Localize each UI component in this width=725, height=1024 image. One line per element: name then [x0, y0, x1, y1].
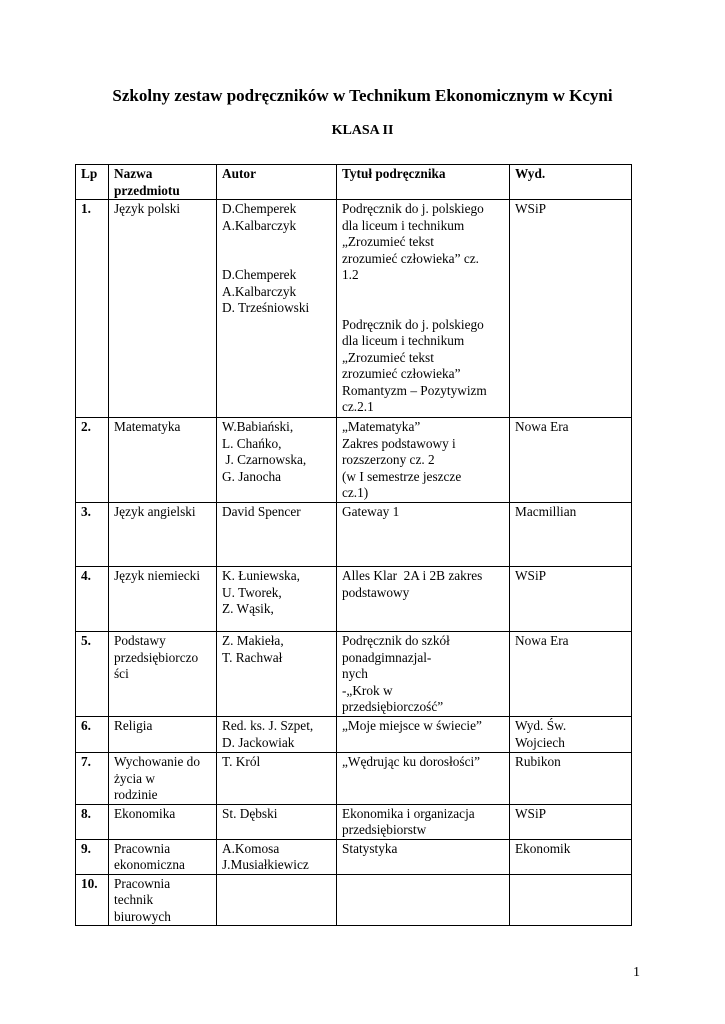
row-author — [217, 804, 337, 839]
title-line: „Matematyka” — [342, 419, 421, 434]
title-line: nych — [342, 666, 368, 681]
subject-line: rodzinie — [114, 787, 158, 802]
row-lp: 3. — [76, 503, 109, 567]
publisher-line: Nowa Era — [515, 633, 569, 648]
row-subject — [109, 503, 217, 567]
author-line: J.Musiałkiewicz — [222, 857, 309, 872]
header-subject — [109, 165, 217, 200]
row-lp: 8. — [76, 804, 109, 839]
author-line: A.Kalbarczyk — [222, 283, 297, 299]
table-row — [76, 632, 632, 717]
title-line: dla liceum i technikum — [342, 217, 465, 233]
row-subject — [109, 804, 217, 839]
title-line: 1.2 — [342, 267, 359, 282]
title-line: „Wędrując ku dorosłości” — [342, 754, 481, 769]
subject-line: ekonomiczna — [114, 857, 185, 872]
author-line: K. Łuniewska, — [222, 568, 300, 583]
row-book-title — [337, 503, 510, 567]
author-line: T. Rachwał — [222, 649, 283, 665]
header-author: Autor — [217, 165, 337, 200]
row-lp: 10. — [76, 874, 109, 926]
table-row — [76, 804, 632, 839]
subject-line: życia w — [114, 770, 155, 786]
title-line: Ekonomika i organizacja — [342, 805, 475, 821]
row-book-title — [337, 717, 510, 753]
title-line: Zakres podstawowy i — [342, 435, 456, 451]
row-author — [217, 567, 337, 632]
subject-line: technik — [114, 892, 154, 907]
subject-line: Pracownia — [114, 840, 171, 856]
subject-line: Religia — [114, 718, 153, 733]
author-line: St. Dębski — [222, 805, 278, 821]
table-row — [76, 753, 632, 805]
title-line: (w I semestrze jeszcze — [342, 468, 462, 484]
title-line: Romantyzm – Pozytywizm — [342, 382, 487, 398]
row-author — [217, 753, 337, 805]
author-line: D.Chemperek — [222, 267, 297, 282]
row-publisher — [510, 804, 632, 839]
author-line: D. Trześniowski — [222, 300, 310, 315]
author-line: D.Chemperek — [222, 201, 297, 216]
row-publisher — [510, 503, 632, 567]
title-line: „Zrozumieć tekst — [342, 234, 434, 249]
publisher-line: Nowa Era — [515, 419, 569, 434]
page-number: 1 — [633, 965, 640, 980]
row-author — [217, 874, 337, 926]
table-row — [76, 567, 632, 632]
subject-line: Język niemiecki — [114, 568, 201, 583]
subject-line: Podstawy — [114, 633, 166, 648]
author-line: D. Jackowiak — [222, 734, 295, 750]
row-subject — [109, 418, 217, 503]
publisher-line: WSiP — [515, 805, 547, 821]
publisher-line: Wojciech — [515, 734, 565, 750]
table-row — [76, 874, 632, 926]
subject-line: ści — [114, 666, 129, 681]
title-line: ponadgimnazjal- — [342, 649, 432, 665]
author-line: A.Komosa — [222, 840, 280, 856]
title-line: -„Krok w — [342, 682, 393, 698]
row-publisher — [510, 418, 632, 503]
row-lp: 4. — [76, 567, 109, 632]
header-publisher: Wyd. — [510, 165, 632, 200]
publisher-line: Wyd. Św. — [515, 718, 567, 733]
row-author — [217, 418, 337, 503]
title-line: Statystyka — [342, 840, 398, 856]
row-subject — [109, 717, 217, 753]
subject-line: Język angielski — [114, 504, 196, 519]
table-row — [76, 717, 632, 753]
subject-line: Matematyka — [114, 419, 181, 434]
publisher-line: WSiP — [515, 201, 547, 216]
row-publisher — [510, 567, 632, 632]
author-line: T. Król — [222, 754, 261, 769]
subject-line: Pracownia — [114, 875, 171, 891]
table-row — [76, 418, 632, 503]
row-book-title — [337, 753, 510, 805]
row-lp: 6. — [76, 717, 109, 753]
author-line: U. Tworek, — [222, 584, 282, 600]
title-line: cz.1) — [342, 485, 369, 500]
subject-line: biurowych — [114, 908, 171, 924]
row-publisher — [510, 632, 632, 717]
row-lp: 7. — [76, 753, 109, 805]
row-lp: 1. — [76, 200, 109, 418]
document-title: Szkolny zestaw podręczników w Technikum Ekonomicznym w Kcyni — [112, 86, 613, 105]
subject-line: Język polski — [114, 201, 181, 216]
row-book-title — [337, 632, 510, 717]
header-subject-line: Nazwa — [114, 166, 153, 181]
title-line: zrozumieć człowieka” — [342, 366, 461, 381]
row-author — [217, 717, 337, 753]
header-lp: Lp — [76, 165, 109, 200]
row-author — [217, 503, 337, 567]
row-lp: 5. — [76, 632, 109, 717]
title-line: zrozumieć człowieka” cz. — [342, 250, 479, 266]
title-line: „Zrozumieć tekst — [342, 349, 434, 365]
table-row — [76, 200, 632, 418]
row-author — [217, 839, 337, 874]
title-line: Alles Klar 2A i 2B zakres — [342, 568, 483, 583]
row-subject — [109, 200, 217, 418]
row-subject — [109, 567, 217, 632]
row-publisher — [510, 753, 632, 805]
row-publisher — [510, 839, 632, 874]
row-lp: 2. — [76, 418, 109, 503]
row-subject — [109, 839, 217, 874]
title-line: Podręcznik do j. polskiego — [342, 316, 484, 332]
subject-line: Wychowanie do — [114, 754, 200, 769]
publisher-line: Rubikon — [515, 754, 561, 769]
author-line: Z. Makieła, — [222, 633, 284, 648]
row-book-title — [337, 567, 510, 632]
title-line: cz.2.1 — [342, 399, 374, 414]
publisher-line: Macmillian — [515, 504, 577, 519]
publisher-line: WSiP — [515, 568, 547, 583]
row-subject — [109, 632, 217, 717]
subject-line: Ekonomika — [114, 805, 176, 821]
header-book-title: Tytuł podręcznika — [337, 165, 510, 200]
row-book-title — [337, 874, 510, 926]
author-line: Red. ks. J. Szpet, — [222, 718, 314, 733]
row-author — [217, 200, 337, 418]
author-line: A.Kalbarczyk — [222, 217, 297, 233]
row-lp: 9. — [76, 839, 109, 874]
row-publisher — [510, 874, 632, 926]
table-row — [76, 503, 632, 567]
title-line: dla liceum i technikum — [342, 333, 465, 348]
header-subject-line: przedmiotu — [114, 182, 180, 198]
title-line: rozszerzony cz. 2 — [342, 452, 435, 467]
row-book-title — [337, 804, 510, 839]
title-line: Podręcznik do j. polskiego — [342, 201, 484, 216]
author-line: L. Chańko, — [222, 435, 282, 451]
row-publisher — [510, 200, 632, 418]
row-book-title — [337, 418, 510, 503]
row-book-title — [337, 200, 510, 418]
table-row — [76, 839, 632, 874]
title-line: „Moje miejsce w świecie” — [342, 718, 482, 733]
row-subject — [109, 874, 217, 926]
class-subtitle: KLASA II — [331, 123, 394, 138]
row-subject — [109, 753, 217, 805]
subject-line: przedsiębiorczo — [114, 649, 199, 665]
title-line: przedsiębiorczość” — [342, 699, 444, 714]
title-line: Podręcznik do szkół — [342, 633, 450, 648]
author-line: W.Babiański, — [222, 419, 294, 434]
textbook-table — [75, 164, 632, 926]
author-line: J. Czarnowska, — [222, 452, 307, 467]
author-line: G. Janocha — [222, 468, 282, 484]
author-line: Z. Wąsik, — [222, 601, 274, 616]
author-line: David Spencer — [222, 504, 301, 519]
row-publisher — [510, 717, 632, 753]
title-line: przedsiębiorstw — [342, 822, 427, 837]
title-line: podstawowy — [342, 584, 410, 600]
table-header-row — [76, 165, 632, 200]
publisher-line: Ekonomik — [515, 840, 571, 856]
row-book-title — [337, 839, 510, 874]
row-author — [217, 632, 337, 717]
title-line: Gateway 1 — [342, 504, 400, 519]
